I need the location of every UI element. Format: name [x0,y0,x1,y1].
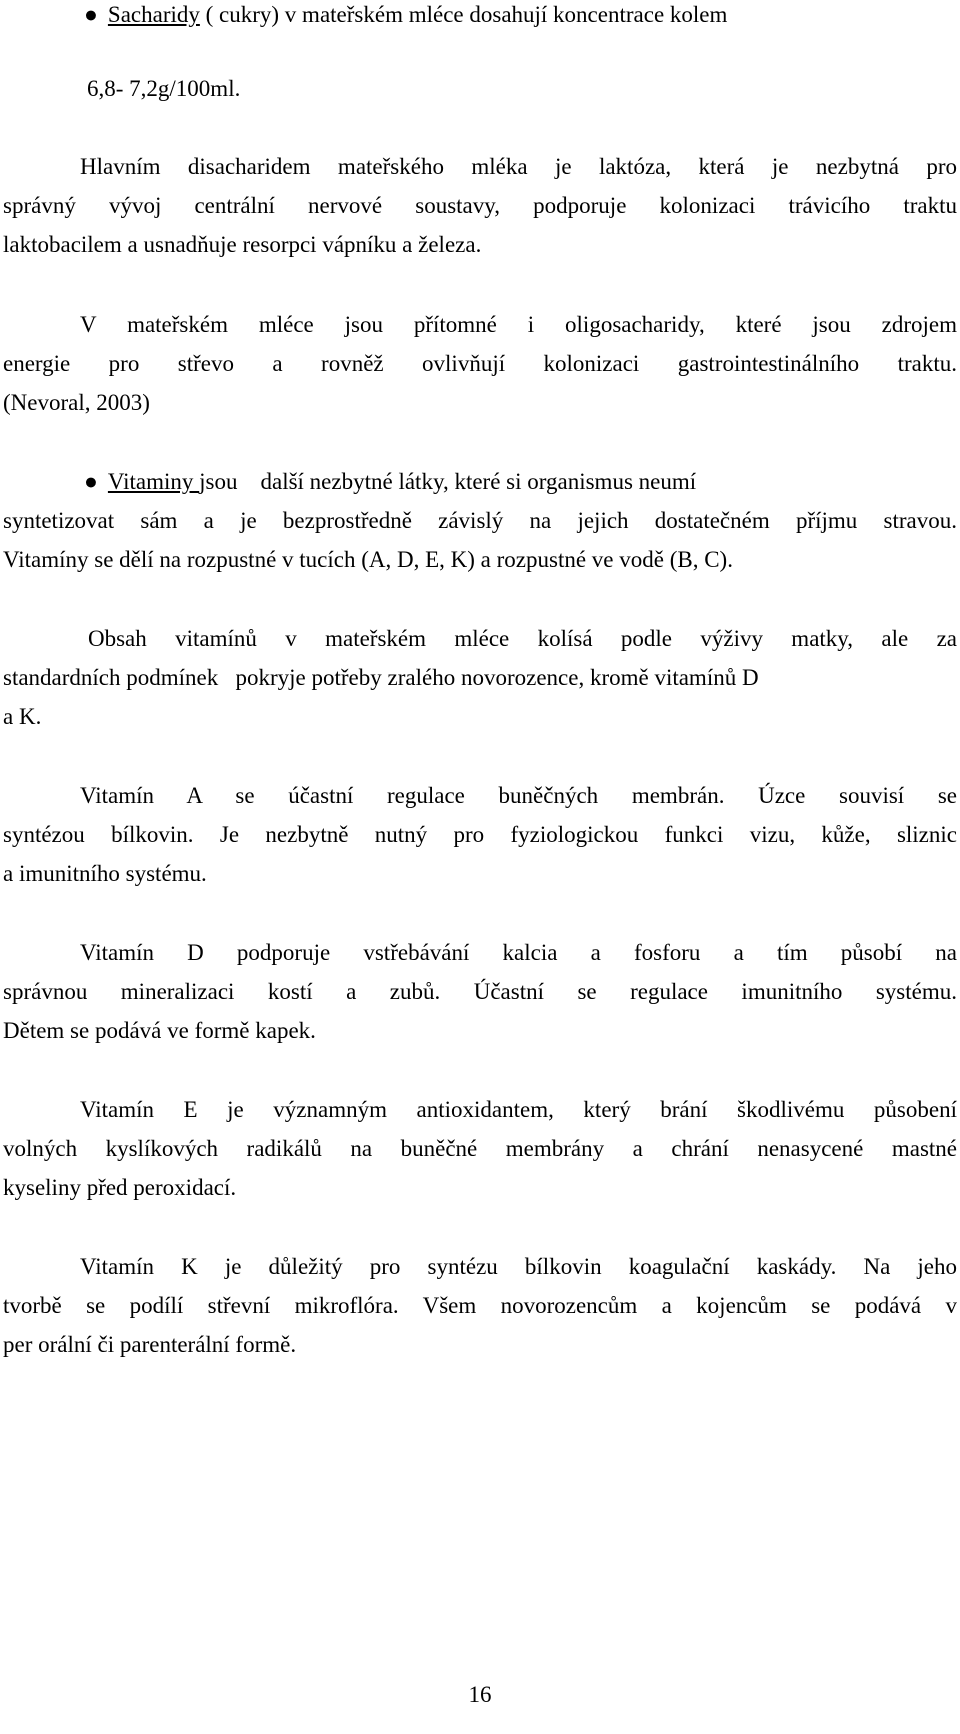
paragraph-oligosacharidy-citation: (Nevoral, 2003) [3,390,150,415]
vitaminy-text: jsou další nezbytné látky, které si organismus neumí [199,469,697,494]
sacharidy-term: Sacharidy [107,2,200,27]
paragraph-obsah-line-2: standardních podmínek pokryje potřeby zralého novorozence, kromě vitamínů D [3,665,759,690]
paragraph-obsah-line-3: a K. [3,704,42,729]
paragraph-vitamin-a-line-3: a imunitního systému. [3,861,207,886]
paragraph-vitamin-e-line-3: kyseliny před peroxidací. [3,1175,237,1200]
sacharidy-concentration: 6,8- 7,2g/100ml. [87,76,241,101]
paragraph-oligosacharidy-line-2: energie pro střevo a rovněž ovlivňují kolonizaci gastrointestinálního traktu. [3,351,957,376]
vitaminy-line-3: Vitamíny se dělí na rozpustné v tucích (A, D, E, K) a rozpustné ve vodě (B, C). [3,547,733,572]
paragraph-vitamin-d-line-2: správnou mineralizaci kostí a zubů. Účastní se regulace imunitního systému. [3,979,957,1004]
vitaminy-term: Vitaminy [107,469,200,494]
bullet-sacharidy-line [84,0,957,30]
paragraph-vitamin-e-line-2: volných kyslíkových radikálů na buněčné membrány a chrání nenasycené mastné [3,1136,957,1161]
sacharidy-text: ( cukry) v mateřském mléce dosahují koncentrace kolem [199,2,728,27]
paragraph-laktoza-line-2: správný vývoj centrální nervové soustavy, podporuje kolonizaci trávicího traktu [3,193,957,218]
bullet-icon: ● [84,469,98,494]
bullet-icon: ● [84,2,98,27]
paragraph-laktoza-line-3: laktobacilem a usnadňuje resorpci vápníku a železa. [3,232,482,257]
vitaminy-line-2: syntetizovat sám a je bezprostředně závislý na jejich dostatečném příjmu stravou. [3,508,957,533]
paragraph-vitamin-k-line-1: Vitamín K je důležitý pro syntézu bílkovin koagulační kaskády. Na jeho [80,1254,957,1279]
page-number: 16 [468,1682,492,1707]
paragraph-vitamin-e-line-1: Vitamín E je významným antioxidantem, který brání škodlivému působení [80,1097,957,1122]
paragraph-vitamin-d-line-3: Dětem se podává ve formě kapek. [3,1018,316,1043]
bullet-vitaminy-line [84,467,957,497]
paragraph-obsah-line-1: Obsah vitamínů v mateřském mléce kolísá podle výživy matky, ale za [88,626,957,651]
paragraph-vitamin-d-line-1: Vitamín D podporuje vstřebávání kalcia a fosforu a tím působí na [80,940,957,965]
paragraph-oligosacharidy-line-1: V mateřském mléce jsou přítomné i oligosacharidy, které jsou zdrojem [80,312,957,337]
paragraph-laktoza-line-1: Hlavním disacharidem mateřského mléka je laktóza, která je nezbytná pro [80,154,957,179]
paragraph-vitamin-k-line-2: tvorbě se podílí střevní mikroflóra. Všem novorozencům a kojencům se podává v [3,1293,957,1318]
paragraph-vitamin-a-line-1: Vitamín A se účastní regulace buněčných membrán. Úzce souvisí se [80,783,957,808]
paragraph-vitamin-a-line-2: syntézou bílkovin. Je nezbytně nutný pro fyziologickou funkci vizu, kůže, sliznic [3,822,957,847]
paragraph-vitamin-k-line-3: per orální či parenterální formě. [3,1332,297,1357]
